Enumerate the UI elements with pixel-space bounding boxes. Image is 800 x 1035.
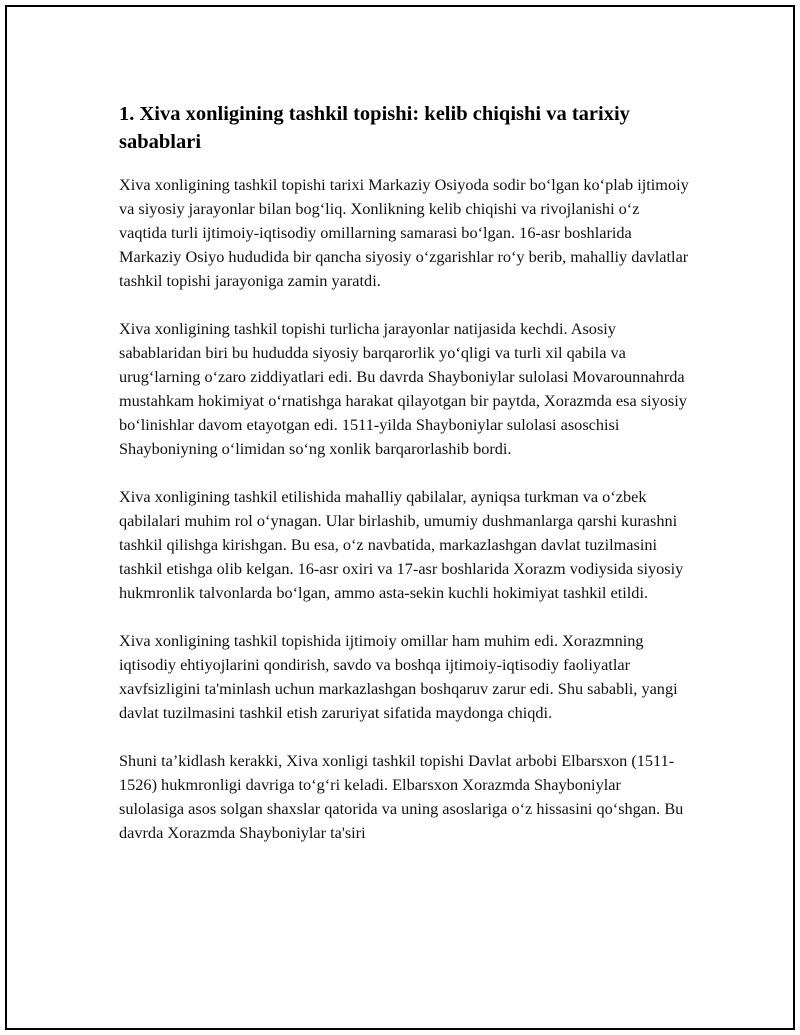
paragraph-5: Shuni ta’kidlash kerakki, Xiva xonligi tashkil topishi Davlat arbobi Elbarsxon (1511-1526) hukmronligi davriga to‘g‘ri keladi. Elbarsxon Xorazmda Shayboniylar sulolasiga asos solgan shaxslar qatorida va uning asoslariga o‘z hissasini qo‘shgan. Bu davrda Xorazmda Shayboniylar ta'siri bbox=[119, 751, 684, 842]
paragraph-4: Xiva xonligining tashkil topishida ijtimoiy omillar ham muhim edi. Xorazmning iqtisodiy ehtiyojlarini qondirish, savdo va boshqa ijtimoiy-iqtisodiy faoliyatlar xavfsizligini ta'minlash uchun markazlashgan boshqaruv zarur edi. Shu sababli, yangi davlat tuzilmasini tashkil etish zaruriyat sifatida maydonga chiqdi. bbox=[119, 631, 678, 722]
document-page bbox=[5, 5, 795, 1030]
document-body bbox=[119, 100, 689, 869]
paragraph-3: Xiva xonligining tashkil etilishida mahalliy qabilalar, ayniqsa turkman va o‘zbek qabilalari muhim rol o‘ynagan. Ular birlashib, umumiy dushmanlarga qarshi kurashni tashkil qilishga kirishgan. Bu esa, o‘z navbatida, markazlashgan davlat tuzilmasini tashkil etishga olib kelgan. 16-asr oxiri va 17-asr boshlarida Xorazm vodiysida siyosiy hukmronlik talvonlarda bo‘lgan, ammo asta-sekin kuchli hokimiyat tashkil etildi. bbox=[119, 487, 684, 602]
section-heading: 1. Xiva xonligining tashkil topishi: kelib chiqishi va tarixiy sabablari bbox=[119, 103, 630, 153]
paragraph-1: Xiva xonligining tashkil topishi tarixi Markaziy Osiyoda sodir bo‘lgan ko‘plab ijtimoiy va siyosiy jarayonlar bilan bog‘liq. Xonlikning kelib chiqishi va rivojlanishi o‘z vaqtida turli ijtimoiy-iqtisodiy omillarning samarasi bo‘lgan. 16-asr boshlarida Markaziy Osiyo hududida bir qancha siyosiy o‘zgarishlar ro‘y berib, mahalliy davlatlar tashkil topishi jarayoniga zamin yaratdi. bbox=[119, 175, 689, 290]
paragraph-2: Xiva xonligining tashkil topishi turlicha jarayonlar natijasida kechdi. Asosiy sabablaridan biri bu hududda siyosiy barqarorlik yo‘qligi va turli xil qabila va urug‘larning o‘zaro ziddiyatlari edi. Bu davrda Shayboniylar sulolasi Movarounnahrda mustahkam hokimiyat o‘rnatishga harakat qilayotgan bir paytda, Xorazmda esa siyosiy bo‘linishlar davom etayotgan edi. 1511-yilda Shayboniylar sulolasi asoschisi Shayboniyning o‘limidan so‘ng xonlik barqarorlashib bordi. bbox=[119, 319, 687, 458]
